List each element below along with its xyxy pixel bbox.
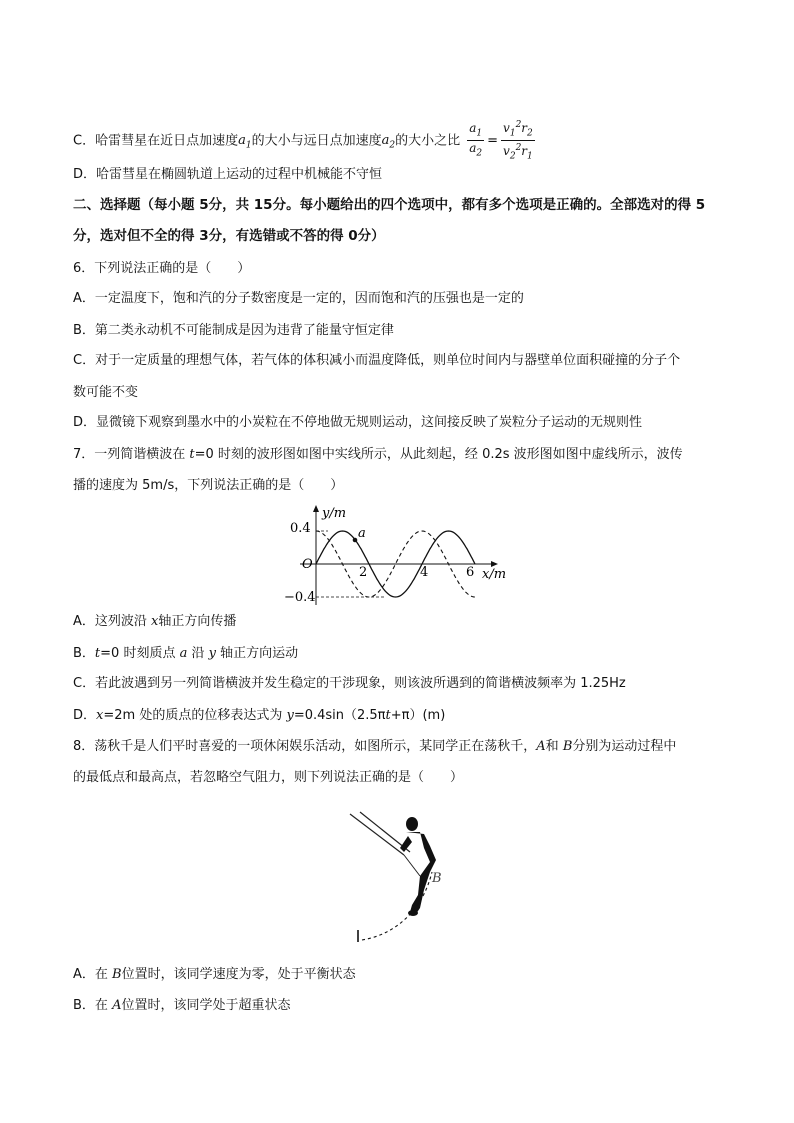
q5-fraction-a [467, 121, 484, 161]
q8-b-A: A [112, 998, 122, 1013]
q8-stem1-b: 和 [545, 739, 563, 754]
q5-a2: $a_2$ [381, 133, 396, 151]
q5-frac2-num-r: r [521, 121, 528, 135]
q7-b-text1: B． [73, 646, 95, 661]
swing-seat-rope [404, 855, 420, 876]
q8-b-text1: B．在 [73, 998, 113, 1013]
section2-header-line2: 分，选对但不全的得 3分，有选错或不答的得 0分） [73, 228, 385, 244]
q5-option-c: C．哈雷彗星在近日点加速度$a_1$的大小与远日点加速度$a_2$的大小之比 $\frac{a_1}{a_2}$ = $\frac{v_1^2r_2}{v_2^2r_1}$ [73, 120, 533, 162]
q5-c-text: C．哈雷彗星在近日点加速度 [73, 133, 239, 149]
q8-a-B: B [112, 967, 122, 982]
point-a [353, 538, 358, 543]
y-axis-label: y/m [322, 506, 347, 521]
swing-rope-1 [350, 814, 404, 855]
q6-option-c-line1: C．对于一定质量的理想气体，若气体的体积减小而温度降低，则单位时间内与器壁单位面积碰撞的分子个 [73, 353, 681, 368]
q7-d-text3: =0.4sin（2.5π [293, 708, 386, 723]
q6-option-a: A．一定温度下，饱和汽的分子数密度是一定的，因而饱和汽的压强也是一定的 [73, 291, 524, 306]
x-axis-label: x/m [482, 567, 507, 582]
q7-stem1-b: =0 时刻的波形图如图中实线所示，从此刻起，经 0.2s 波形图如图中虚线所示，波传 [194, 447, 683, 462]
swing-label-B: B [432, 871, 442, 886]
q5-a1: $a_1$ [238, 133, 252, 151]
q8-stem-line1 [73, 738, 676, 756]
q7-stem1-a: 7．一列简谐横波在 [73, 447, 190, 462]
q5-frac-num-letter: a [469, 121, 477, 135]
q7-d-t: t [385, 708, 391, 723]
q8-stem1-B: B [562, 739, 573, 754]
q8-a-text2: 位置时，该同学速度为零，处于平衡状态 [121, 967, 356, 982]
section2-header-line1: 二、选择题（每小题 5分，共 15分。每小题给出的四个选项中，都有多个选项是正确的。全部选对的得 5 [73, 197, 706, 213]
q7-b-text3: 沿 [187, 646, 209, 661]
q5-frac-num: $a_1$ [467, 121, 484, 141]
q7-d-x: x [96, 708, 104, 723]
q8-b-text2: 位置时，该同学处于超重状态 [121, 998, 291, 1013]
q7-a-text2: 轴正方向传播 [158, 614, 237, 629]
q7-a-text1: A．这列波沿 [73, 614, 152, 629]
person-head [406, 817, 418, 831]
q5-c-mid: 的大小与远日点加速度 [251, 133, 382, 149]
q8-stem1-a: 8．荡秋千是人们平时喜爱的一项休闲娱乐活动，如图所示，某同学正在荡秋千， [73, 739, 537, 754]
q5-frac-den: $a_2$ [469, 141, 483, 159]
q5-a1-letter: a [238, 133, 246, 149]
point-a-label: a [358, 526, 366, 541]
q8-option-a [73, 966, 356, 984]
x-tick-4: 4 [420, 565, 429, 580]
q6-option-b: B．第二类永动机不可能制成是因为违背了能量守恒定律 [73, 323, 394, 338]
q5-frac2-den-r: r [521, 144, 528, 159]
q7-option-d [73, 707, 445, 725]
q5-frac2-den-v: v [503, 144, 510, 159]
q7-option-c: C．若此波遇到另一列简谐横波并发生稳定的干涉现象，则该波所遇到的简谐横波频率为 1.25Hz [73, 676, 626, 691]
swing-figure [340, 808, 460, 948]
wave-graph [280, 500, 520, 610]
q7-d-text2: =2m 处的质点的位移表达式为 [103, 708, 287, 723]
origin-label: O [302, 557, 313, 572]
q7-b-a: a [179, 646, 188, 661]
q5-frac-den-letter: a [469, 141, 477, 156]
q8-stem1-c: 分别为运动过程中 [572, 739, 677, 754]
q5-c-post: 的大小之比 [395, 133, 461, 149]
q5-a2-letter: a [381, 133, 390, 149]
person-arm [400, 836, 412, 852]
q7-stem1-t: t [189, 447, 195, 462]
y-axis-arrow [313, 505, 319, 512]
q7-b-text2: =0 时刻质点 [100, 646, 180, 661]
q7-option-b [73, 645, 298, 663]
q6-option-d: D．显微镜下观察到墨水中的小炭粒在不停地做无规则运动，这间接反映了炭粒分子运动的无规则性 [73, 415, 643, 430]
q5-frac2-num: $v_1^2r_2$ [501, 118, 535, 141]
q7-a-x: x [151, 614, 159, 629]
q5-frac2-num-v: v [503, 121, 510, 135]
q7-stem-line1 [73, 446, 683, 464]
q8-stem1-A: A [536, 739, 546, 754]
q7-d-text1: D． [73, 708, 97, 723]
y-tick-bottom: −0.4 [284, 590, 316, 605]
q7-stem-line2: 播的速度为 5m/s，下列说法正确的是（ ） [73, 478, 344, 493]
q7-option-a [73, 613, 236, 631]
x-tick-6: 6 [466, 565, 475, 580]
q7-b-y: y [208, 646, 216, 661]
x-tick-2: 2 [359, 565, 368, 580]
q5-fraction-v [501, 118, 535, 164]
q8-option-b [73, 997, 290, 1015]
q7-d-text4: +π）(m) [390, 708, 446, 723]
q6-stem: 6．下列说法正确的是（ ） [73, 261, 251, 276]
q7-d-y: y [286, 708, 294, 723]
q6-option-c-line2: 数可能不变 [73, 385, 139, 400]
q8-a-text1: A．在 [73, 967, 113, 982]
q7-b-t: t [94, 646, 101, 661]
y-tick-top: 0.4 [290, 521, 311, 536]
q5-option-d: D．哈雷彗星在椭圆轨道上运动的过程中机械能不守恒 [73, 167, 383, 182]
q7-b-text4: 轴正方向运动 [215, 646, 299, 661]
q8-stem-line2: 的最低点和最高点，若忽略空气阻力，则下列说法正确的是（ ） [73, 770, 464, 785]
q5-frac2-den: $v_2^2r_1$ [503, 143, 533, 162]
